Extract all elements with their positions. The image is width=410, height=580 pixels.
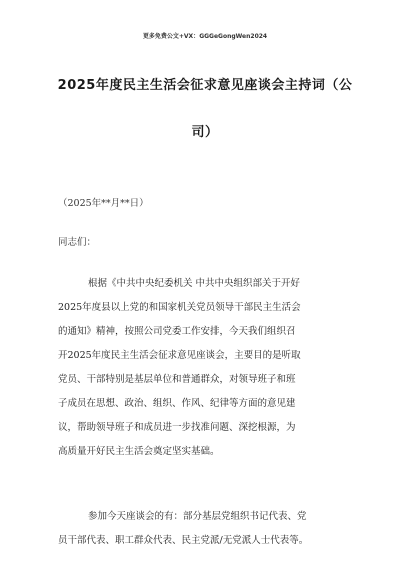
paragraph-line: 根据《中共中央纪委机关 中共中央组织部关于开好	[88, 278, 301, 289]
paragraph-2	[58, 505, 358, 553]
paragraph-1	[58, 272, 358, 464]
document-date: （2025年**月**日）	[58, 198, 149, 209]
paragraph-line: 议，帮助领导班子和成员进一步找准问题、深挖根源，为	[58, 422, 296, 433]
paragraph-line: 开2025年度民主生活会征求意见座谈会，主要目的是听取	[58, 350, 301, 361]
paragraph-line: 员干部代表、职工群众代表、民主党派/无党派人士代表等。	[58, 535, 309, 546]
paragraph-line: 党员、干部特别是基层单位和普通群众，对领导班子和班	[58, 374, 296, 385]
paragraph-line: 参加今天座谈会的有：部分基层党组织书记代表、党	[88, 511, 307, 522]
page-header: 更多免费公文+VX：GGGeGongWen2024	[142, 33, 268, 40]
paragraph-line: 2025年度县以上党的和国家机关党员领导干部民主生活会	[58, 302, 301, 313]
document-title-line-1: 2025年度民主生活会征求意见座谈会主持词（公	[57, 78, 353, 93]
document-title-line-2: 司）	[191, 125, 219, 140]
paragraph-line: 高质量开好民主生活会奠定坚实基础。	[58, 446, 220, 457]
paragraph-line: 的通知》精神，按照公司党委工作安排，今天我们组织召	[58, 326, 296, 337]
paragraph-line: 子成员在思想、政治、组织、作风、纪律等方面的意见建	[58, 398, 296, 409]
greeting: 同志们：	[58, 237, 97, 248]
